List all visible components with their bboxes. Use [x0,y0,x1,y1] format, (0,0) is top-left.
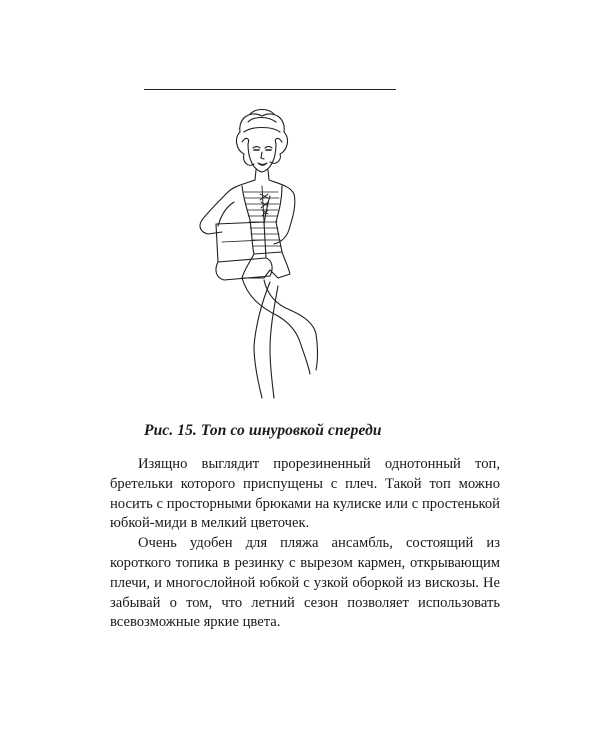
fashion-illustration [178,102,348,402]
top-rule [144,89,396,90]
paragraph-1: Изящно выглядит прорезиненный однотонный топ, бретельки которого приспущены с плеч. Такой топ можно носить с просторными брюками на кулиске или с простенькой юбкой-миди в мелкий цветочек. [110,456,500,532]
figure-caption: Рис. 15. Топ со шнуровкой спереди [144,422,382,439]
body-text [110,455,500,633]
paragraph-2: Очень удобен для пляжа ансамбль, состоящий из короткого топика в резинку с вырезом кармен, открывающим плечи, и многослойной юбкой с узкой оборкой из вискозы. Не забывай о том, что летний сезон позволяет использовать всевозможные яркие цвета. [110,535,500,631]
